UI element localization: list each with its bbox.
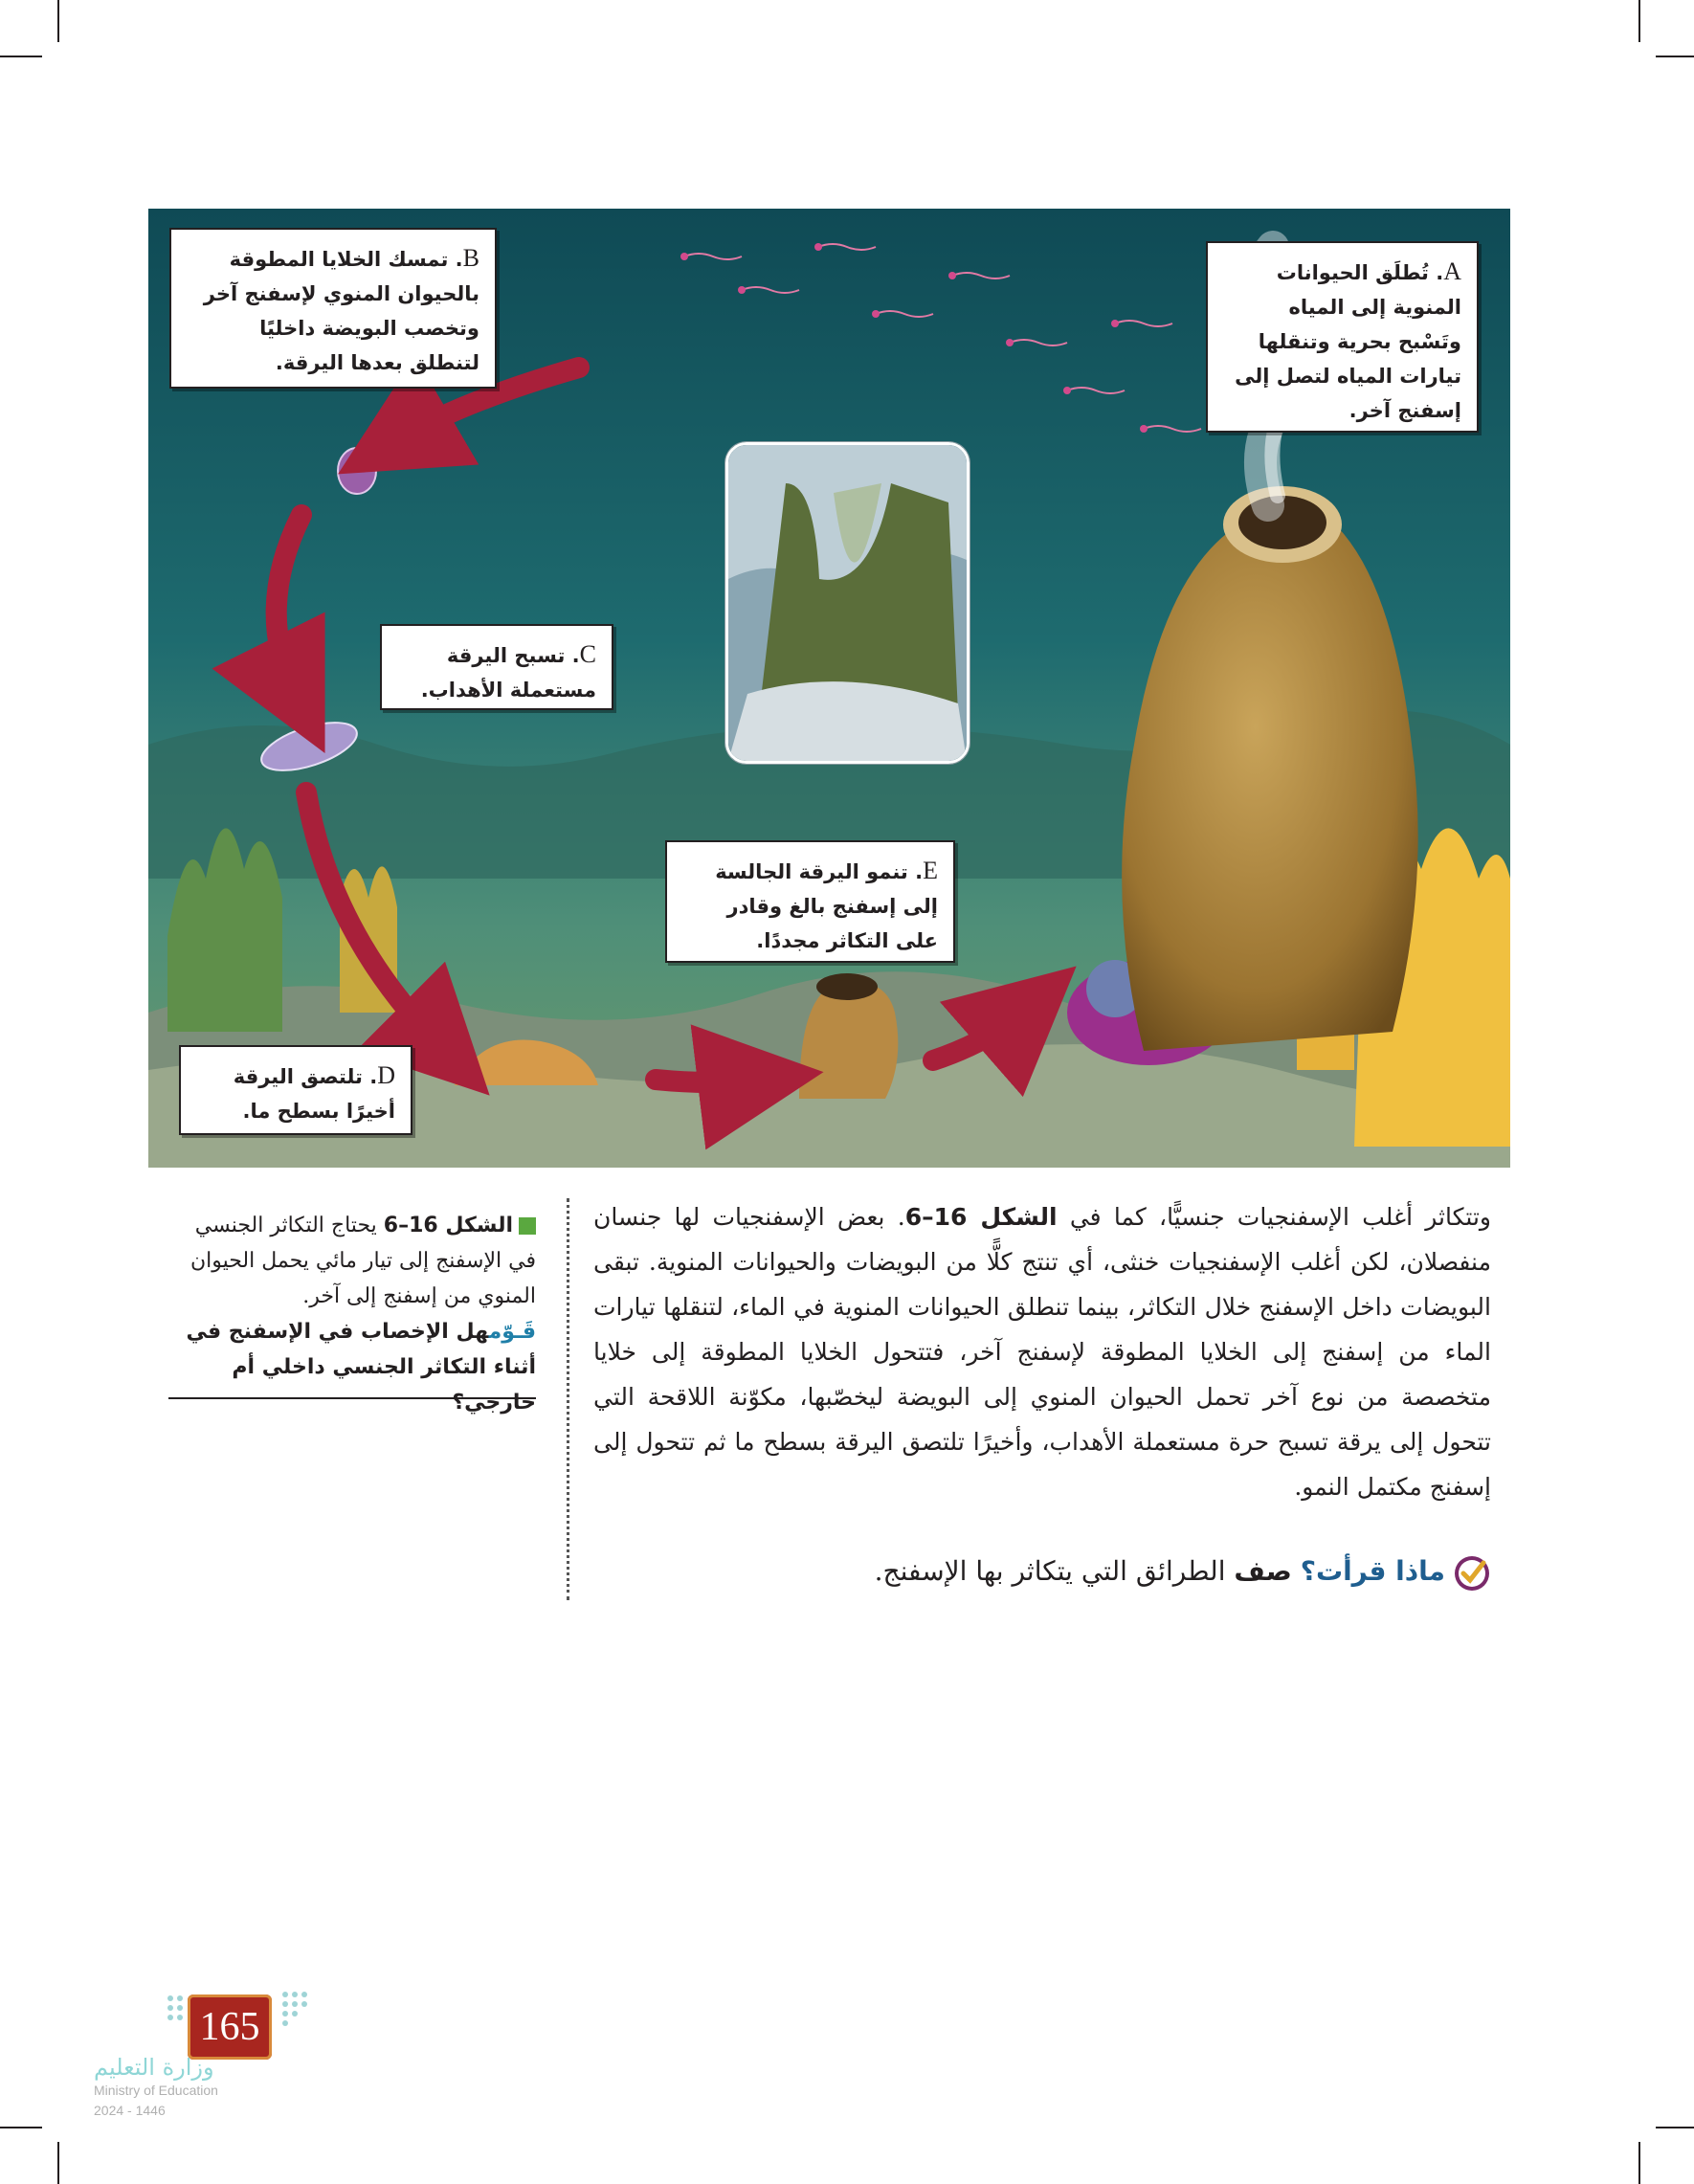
main-paragraph bbox=[593, 1194, 1491, 1509]
figure-reference: الشكل 16–6 bbox=[904, 1203, 1058, 1231]
crop-mark bbox=[57, 2142, 59, 2184]
callout-text: . تسبح اليرقة مستعملة الأهداب. bbox=[420, 644, 596, 702]
paragraph-rest: . بعض الإسفنجيات لها جنسان منفصلان، لكن أغلب الإسفنجيات خنثى، أي تنتج كلًّا من البويضات والحيوانات المنوية. تبقى البويضات داخل الإسفنج خلال التكاثر، بينما تنطلق الحيوانات المنوية في الماء، لتنقلها تيارات الماء من إسفنج إلى الخلايا المطوقة لإسفنج آخر، فتتحول الخلايا المطوقة إلى خلايا متخصصة من نوع آخر تحمل الحيوان المنوي إلى البويضة ليخصّبها، مكوّنة اللاقحة التي تتحول إلى يرقة تسبح حرة مستعملة الأهداب، وأخيرًا تلتصق اليرقة بسطح ما ثم تتحول إلى إسفنج مكتمل النمو. bbox=[593, 1203, 1491, 1501]
callout-letter: E bbox=[923, 857, 938, 884]
figure-caption bbox=[168, 1208, 536, 1420]
reading-check-question: الطرائق التي يتكاثر بها الإسفنج. bbox=[874, 1555, 1235, 1587]
crop-mark bbox=[0, 56, 42, 57]
crop-mark bbox=[1638, 2142, 1640, 2184]
crop-mark bbox=[1656, 2127, 1694, 2128]
callout-b bbox=[169, 228, 497, 389]
caption-text: يحتاج التكاثر الجنسي في الإسفنج إلى تيار مائي يحمل الحيوان المنوي من إسفنج إلى آخر. bbox=[189, 1214, 536, 1308]
ministry-name-arabic: وزارة التعليم bbox=[94, 2054, 214, 2081]
sponge-photo bbox=[728, 445, 967, 761]
sponge-lifecycle-figure bbox=[148, 209, 1510, 1168]
crop-mark bbox=[0, 2127, 42, 2128]
callout-a bbox=[1206, 241, 1479, 433]
edition-year: 2024 - 1446 bbox=[94, 2103, 166, 2118]
callout-letter: D bbox=[377, 1061, 395, 1089]
crop-mark bbox=[1656, 56, 1694, 57]
callout-text: . تنمو اليرقة الجالسة إلى إسفنج بالغ وقادر على التكاثر مجددًا. bbox=[715, 860, 938, 952]
callout-letter: B bbox=[462, 244, 479, 272]
callout-e bbox=[665, 840, 955, 963]
reading-check bbox=[593, 1550, 1491, 1593]
caption-figure-label: الشكل 16–6 bbox=[383, 1214, 513, 1237]
crop-mark bbox=[57, 0, 59, 42]
callout-text: . تُطلَق الحيوانات المنوية إلى المياه وتَسْبح بحرية وتنقلها تيارات المياه لتصل إلى إسفنج آخر. bbox=[1235, 261, 1461, 422]
reading-check-prompt: صف bbox=[1234, 1555, 1292, 1587]
paragraph-start: وتتكاثر أغلب الإسفنجيات جنسيًّا، كما في bbox=[1057, 1203, 1492, 1231]
page-number: 165 bbox=[188, 1995, 272, 2060]
callout-text: . تمسك الخلايا المطوقة بالحيوان المنوي لإسفنج آخر وتخصب البويضة داخليًا لتنطلق بعدها اليرقة. bbox=[203, 248, 479, 374]
caption-marker bbox=[519, 1217, 536, 1235]
callout-text: . تلتصق اليرقة أخيرًا بسطح ما. bbox=[233, 1065, 395, 1123]
checkmark-icon bbox=[1453, 1554, 1491, 1593]
reading-check-label: ماذا قرأت؟ bbox=[1300, 1555, 1445, 1587]
sponge-photo-inset bbox=[725, 442, 970, 764]
callout-letter: C bbox=[579, 640, 596, 668]
callout-letter: A bbox=[1443, 257, 1461, 285]
caption-rule bbox=[168, 1397, 536, 1399]
callout-c bbox=[380, 624, 613, 710]
crop-mark bbox=[1638, 0, 1640, 42]
callout-d bbox=[179, 1045, 412, 1135]
caption-question-label: قَـوّم bbox=[488, 1320, 536, 1344]
dotted-divider bbox=[567, 1198, 569, 1600]
caption-question: هل الإخصاب في الإسفنج في أثناء التكاثر الجنسي داخلي أم خارجي؟ bbox=[186, 1320, 536, 1415]
ministry-name-english: Ministry of Education bbox=[94, 2083, 218, 2098]
